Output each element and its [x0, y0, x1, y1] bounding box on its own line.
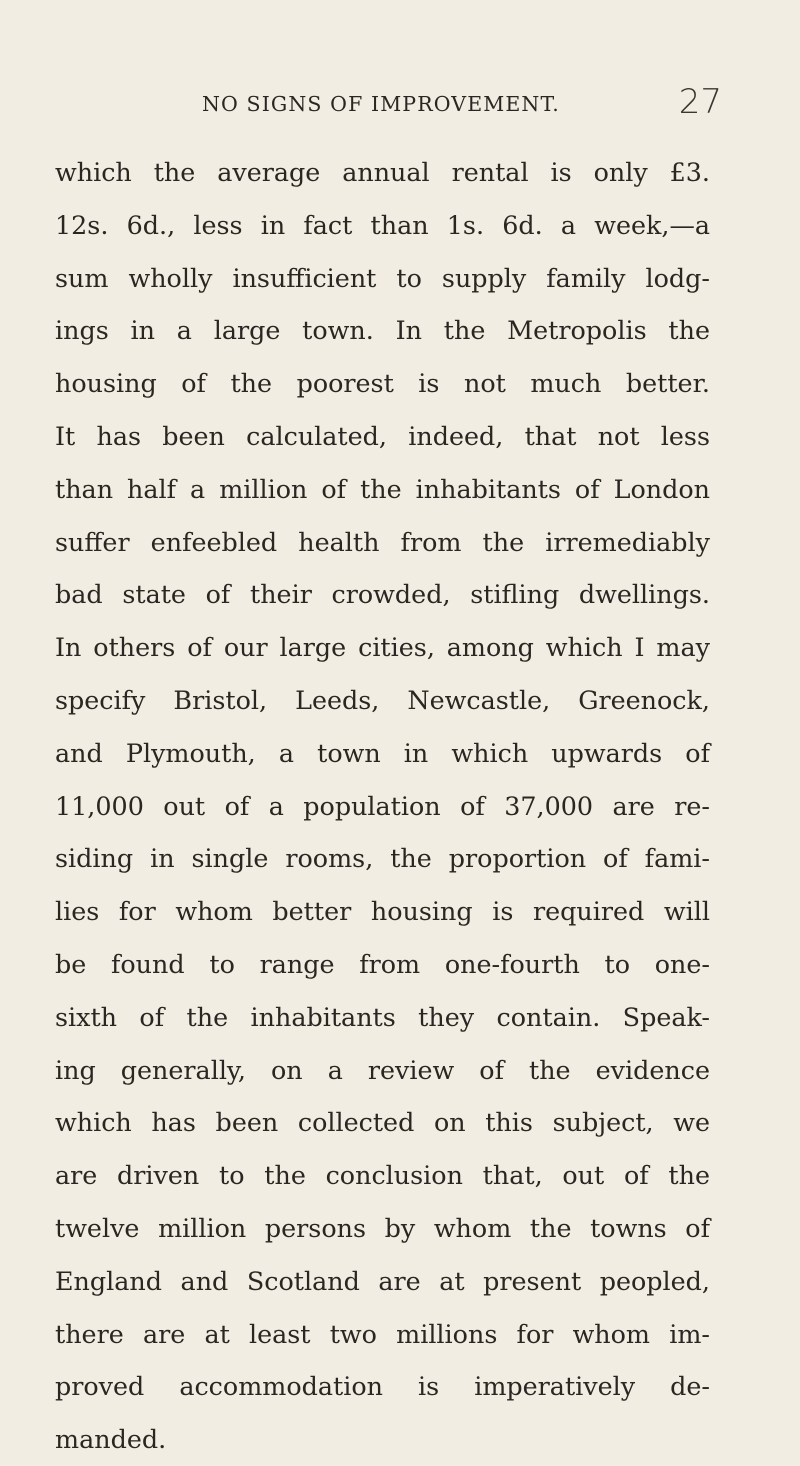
- text-line: sixth of the inhabitants they contain. Speak-: [55, 1001, 710, 1032]
- text-line: twelve million persons by whom the towns of: [55, 1212, 710, 1243]
- text-line: which the average annual rental is only £3.: [55, 157, 710, 187]
- text-line: siding in single rooms, the proportion of fami-: [55, 843, 710, 874]
- text-line: be found to range from one-fourth to one-: [55, 948, 710, 979]
- text-line: 12s. 6d., less in fact than 1s. 6d. a week,—a: [55, 209, 710, 240]
- page-number: 27: [678, 82, 722, 122]
- text-line: ings in a large town. In the Metropolis the: [55, 315, 710, 346]
- text-line: and Plymouth, a town in which upwards of: [55, 737, 710, 768]
- running-head: [202, 82, 722, 122]
- text-line: proved accommodation is imperatively de-: [55, 1371, 710, 1402]
- text-line: there are at least two millions for whom im-: [55, 1318, 710, 1349]
- text-line: bad state of their crowded, stifling dwellings.: [55, 579, 710, 610]
- text-line: 11,000 out of a population of 37,000 are re-: [55, 790, 710, 821]
- body-text: [55, 146, 710, 1466]
- text-line: which has been collected on this subject, we: [55, 1107, 710, 1138]
- text-line: England and Scotland are at present peopled,: [55, 1265, 710, 1296]
- text-line: than half a million of the inhabitants of London: [55, 473, 710, 504]
- text-line: ing generally, on a review of the evidence: [55, 1054, 710, 1085]
- text-line: housing of the poorest is not much better.: [55, 368, 710, 399]
- running-title: NO SIGNS OF IMPROVEMENT.: [202, 92, 560, 116]
- text-line: It has been calculated, indeed, that not less: [55, 420, 710, 451]
- text-line: manded.: [55, 1424, 167, 1455]
- text-line: suffer enfeebled health from the irremediably: [55, 526, 710, 557]
- text-line: specify Bristol, Leeds, Newcastle, Greenock,: [55, 684, 710, 715]
- text-line: sum wholly insufficient to supply family lodg-: [55, 262, 710, 293]
- text-line: lies for whom better housing is required will: [55, 896, 710, 927]
- text-line: are driven to the conclusion that, out of the: [55, 1160, 710, 1191]
- text-line: In others of our large cities, among which I may: [55, 632, 710, 663]
